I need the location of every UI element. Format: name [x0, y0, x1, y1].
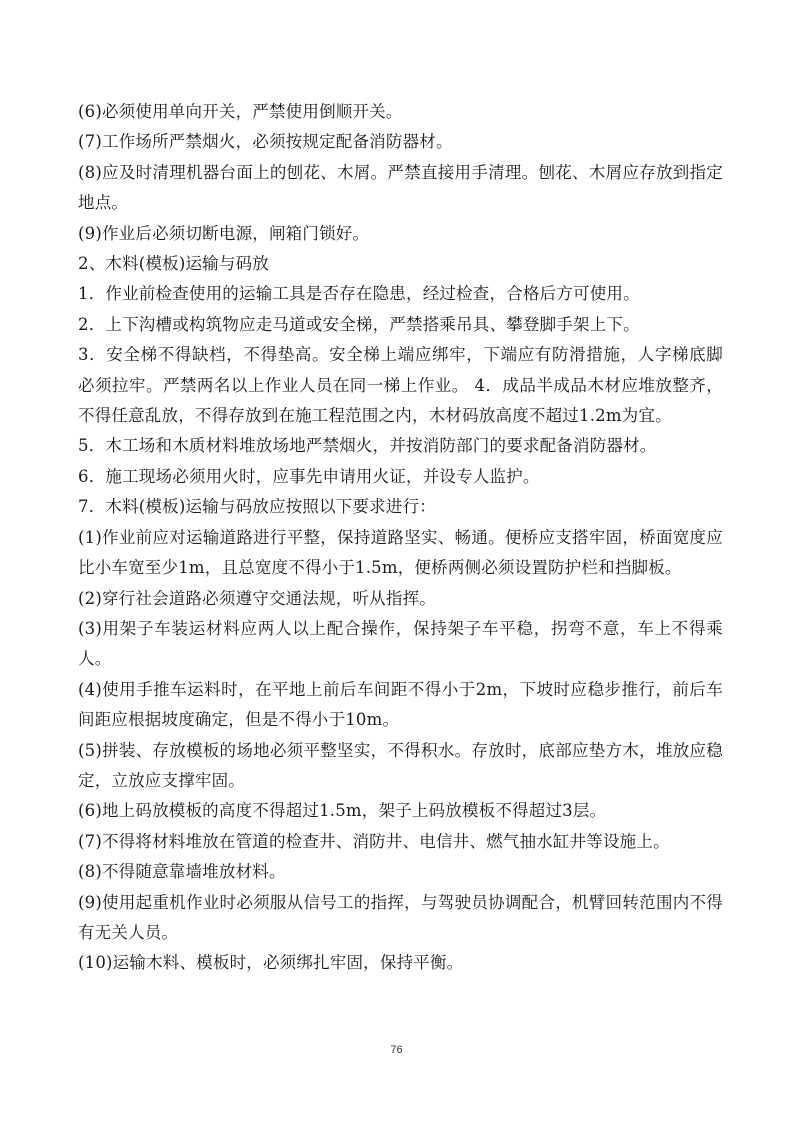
- paragraph: 2．上下沟槽或构筑物应走马道或安全梯，严禁搭乘吊具、攀登脚手架上下。: [78, 314, 640, 334]
- paragraph: (8)应及时清理机器台面上的刨花、木屑。严禁直接用手清理。刨花、木屑应存放到指定地点。: [78, 162, 723, 213]
- paragraph: (5)拼装、存放模板的场地必须平整坚实，不得积水。存放时，底部应垫方木，堆放应稳定，立放应支撑牢固。: [78, 740, 723, 790]
- paragraph: (7)工作场所严禁烟火，必须按规定配备消防器材。: [78, 132, 453, 152]
- paragraph: 5．木工场和木质材料堆放场地严禁烟火，并按消防部门的要求配备消防器材。: [78, 436, 657, 456]
- paragraph: (9)使用起重机作业时必须服从信号工的指挥，与驾驶员协调配合，机臂回转范围内不得有无关人员。: [78, 892, 723, 942]
- paragraph: (9)作业后必须切断电源，闸箱门锁好。: [78, 223, 370, 243]
- paragraph: 6．施工现场必须用火时，应事先申请用火证，并设专人监护。: [78, 466, 540, 486]
- page-number: 76: [390, 1044, 403, 1056]
- paragraph: (3)用架子车装运材料应两人以上配合操作，保持架子车平稳，拐弯不意，车上不得乘人。: [78, 618, 723, 669]
- section-heading: 2、木料(模板)运输与码放: [78, 254, 269, 274]
- paragraph: (6)必须使用单向开关，严禁使用倒顺开关。: [78, 102, 403, 121]
- paragraph: (10)运输木料、模板时，必须绑扎牢固，保持平衡。: [78, 953, 464, 973]
- paragraph: (6)地上码放模板的高度不得超过1.5m，架子上码放模板不得超过3层。: [78, 801, 607, 821]
- paragraph: (7)不得将材料堆放在管道的检查井、消防井、电信井、燃气抽水缸井等设施上。: [78, 831, 670, 851]
- paragraph: (1)作业前应对运输道路进行平整，保持道路坚实、畅通。便桥应支搭牢固，桥面宽度应比小车宽至少1m，且总宽度不得小于1.5m，便桥两侧必须设置防护栏和挡脚板。: [78, 527, 723, 578]
- document-body: [78, 97, 723, 979]
- paragraph: 7．木料(模板)运输与码放应按照以下要求进行：: [78, 497, 436, 517]
- paragraph: (2)穿行社会道路必须遵守交通法规，听从指挥。: [78, 588, 436, 608]
- paragraph: 3．安全梯不得缺档，不得垫高。安全梯上端应绑牢，下端应有防滑措施，人字梯底脚必须拉牢。严禁两名以上作业人员在同一梯上作业。 4．成品半成品木材应堆放整齐，不得任意乱放，不得存放到在施工程范围之内，木材码放高度不超过1.2m为宜。: [78, 345, 723, 426]
- paragraph: (8)不得随意靠墙堆放材料。: [78, 862, 286, 882]
- paragraph: (4)使用手推车运料时，在平地上前后车间距不得小于2m，下坡时应稳步推行，前后车间距应根据坡度确定，但是不得小于10m。: [78, 679, 723, 730]
- paragraph: 1．作业前检查使用的运输工具是否存在隐患，经过检查，合格后方可使用。: [78, 284, 640, 304]
